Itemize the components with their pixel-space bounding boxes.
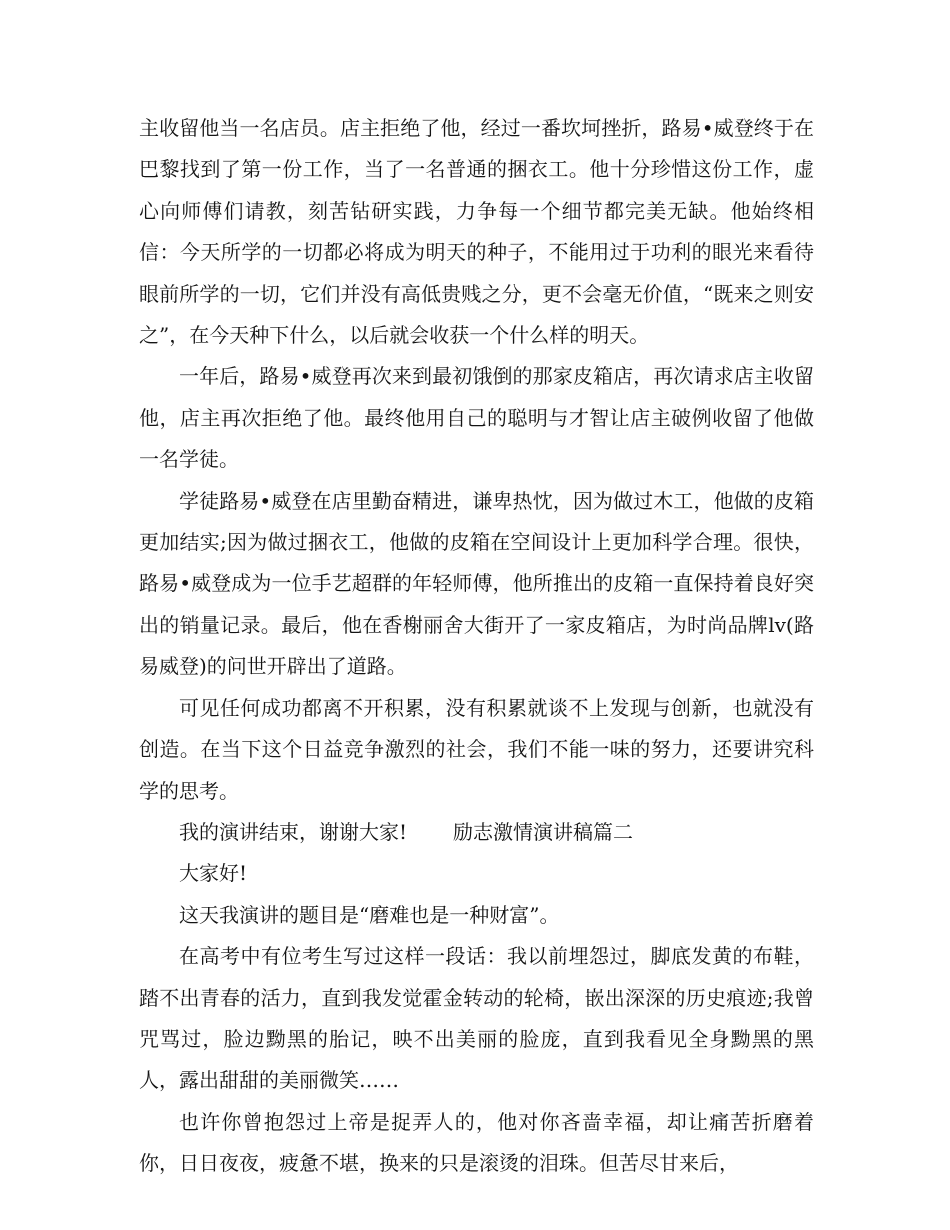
- closing-line: [139, 812, 814, 853]
- speech-topic: 这天我演讲的题目是“磨难也是一种财富”。: [179, 902, 560, 927]
- greeting: 大家好!: [179, 861, 248, 886]
- closing-text: 我的演讲结束，谢谢大家!: [179, 819, 408, 844]
- paragraph-5: 在高考中有位考生写过这样一段话：我以前埋怨过，脚底发黄的布鞋，踏不出青春的活力，直到我发觉霍金转动的轮椅，嵌出深深的历史痕迹;我曾咒骂过，脸边黝黑的胎记，映不出美丽的脸庞，直到我看见全身黝黑的黑人，露出甜甜的美丽微笑……: [139, 944, 814, 1093]
- document-body: [139, 108, 814, 1185]
- paragraph-3: 学徒路易•威登在店里勤奋精进，谦卑热忱，因为做过木工，他做的皮箱更加结实;因为做过捆衣工，他做的皮箱在空间设计上更加科学合理。很快，路易•威登成为一位手艺超群的年轻师傅，他所推出的皮箱一直保持着良好突出的销量记录。最后，他在香榭丽舍大街开了一家皮箱店，为时尚品牌lv(路易威登)的问世开辟出了道路。: [139, 488, 814, 679]
- paragraph-4: 可见任何成功都离不开积累，没有积累就谈不上发现与创新，也就没有创造。在当下这个日益竞争激烈的社会，我们不能一味的努力，还要讲究科学的思考。: [139, 695, 814, 803]
- paragraph-2: 一年后，路易•威登再次来到最初饿倒的那家皮箱店，再次请求店主收留他，店主再次拒绝了他。最终他用自己的聪明与才智让店主破例收留了他做一名学徒。: [139, 364, 814, 472]
- paragraph-6: 也许你曾抱怨过上帝是捉弄人的，他对你吝啬幸福，却让痛苦折磨着你，日日夜夜，疲惫不堪，换来的只是滚烫的泪珠。但苦尽甘来后，: [139, 1109, 814, 1176]
- paragraph-1: 主收留他当一名店员。店主拒绝了他，经过一番坎坷挫折，路易•威登终于在巴黎找到了第一份工作，当了一名普通的捆衣工。他十分珍惜这份工作，虚心向师傅们请教，刻苦钻研实践，力争每一个细节都完美无缺。他始终相信：今天所学的一切都必将成为明天的种子，不能用过于功利的眼光来看待眼前所学的一切，它们并没有高低贵贱之分，更不会毫无价值，“既来之则安之”，在今天种下什么，以后就会收获一个什么样的明天。: [139, 116, 814, 348]
- section-title: 励志激情演讲稿篇二: [453, 819, 634, 844]
